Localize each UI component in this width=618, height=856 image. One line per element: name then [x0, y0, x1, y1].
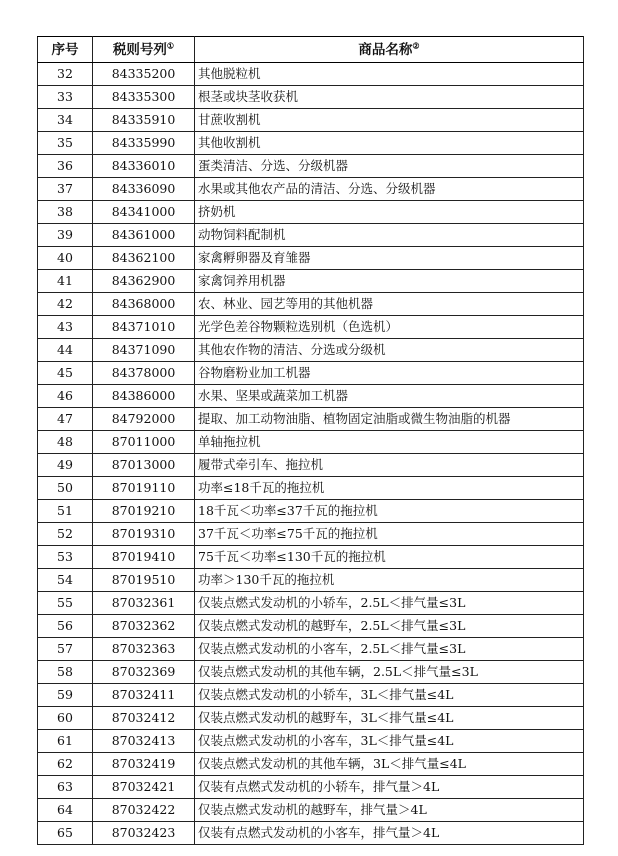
row-code-cell: 87011000	[93, 431, 195, 454]
table-row	[38, 546, 584, 569]
row-code-cell: 87032423	[93, 822, 195, 845]
row-seq-cell: 64	[38, 799, 93, 822]
row-name-cell: 水果或其他农产品的清洁、分选、分级机器	[195, 178, 584, 201]
row-name-cell: 18千瓦＜功率≤37千瓦的拖拉机	[195, 500, 584, 523]
row-name-cell: 仅装有点燃式发动机的小客车，排气量＞4L	[195, 822, 584, 845]
row-name-cell: 仅装点燃式发动机的越野车，2.5L＜排气量≤3L	[195, 615, 584, 638]
table-row	[38, 454, 584, 477]
row-seq-cell: 41	[38, 270, 93, 293]
row-name-cell: 功率≤18千瓦的拖拉机	[195, 477, 584, 500]
table-row	[38, 339, 584, 362]
row-name-cell: 履带式牵引车、拖拉机	[195, 454, 584, 477]
table-row	[38, 477, 584, 500]
table-row	[38, 316, 584, 339]
row-code-cell: 87032362	[93, 615, 195, 638]
row-name-cell: 功率＞130千瓦的拖拉机	[195, 569, 584, 592]
row-name-cell: 仅装点燃式发动机的其他车辆，2.5L＜排气量≤3L	[195, 661, 584, 684]
row-code-cell: 84362100	[93, 247, 195, 270]
row-name-cell: 谷物磨粉业加工机器	[195, 362, 584, 385]
row-seq-cell: 44	[38, 339, 93, 362]
header-name-label: 商品名称	[358, 41, 413, 58]
row-seq-cell: 40	[38, 247, 93, 270]
row-seq-cell: 33	[38, 86, 93, 109]
row-code-cell: 87032412	[93, 707, 195, 730]
row-code-cell: 87019310	[93, 523, 195, 546]
row-code-cell: 84361000	[93, 224, 195, 247]
row-name-cell: 仅装点燃式发动机的小客车，3L＜排气量≤4L	[195, 730, 584, 753]
row-code-cell: 87019410	[93, 546, 195, 569]
row-seq-cell: 43	[38, 316, 93, 339]
row-code-cell: 84362900	[93, 270, 195, 293]
table-row	[38, 224, 584, 247]
row-seq-cell: 61	[38, 730, 93, 753]
row-seq-cell: 59	[38, 684, 93, 707]
row-seq-cell: 57	[38, 638, 93, 661]
row-name-cell: 蛋类清洁、分选、分级机器	[195, 155, 584, 178]
table-row	[38, 132, 584, 155]
header-code-footnote: ①	[166, 40, 175, 50]
table-row	[38, 707, 584, 730]
table-row	[38, 523, 584, 546]
header-seq	[38, 37, 93, 63]
table-row	[38, 822, 584, 845]
row-seq-cell: 58	[38, 661, 93, 684]
header-code	[93, 37, 195, 63]
row-seq-cell: 46	[38, 385, 93, 408]
row-name-cell: 其他农作物的清洁、分选或分级机	[195, 339, 584, 362]
row-name-cell: 仅装点燃式发动机的小客车，2.5L＜排气量≤3L	[195, 638, 584, 661]
row-seq-cell: 35	[38, 132, 93, 155]
row-code-cell: 84335200	[93, 63, 195, 86]
row-name-cell: 仅装点燃式发动机的越野车，3L＜排气量≤4L	[195, 707, 584, 730]
row-code-cell: 84341000	[93, 201, 195, 224]
table-row	[38, 684, 584, 707]
row-name-cell: 挤奶机	[195, 201, 584, 224]
table-row	[38, 109, 584, 132]
row-code-cell: 84335300	[93, 86, 195, 109]
row-code-cell: 87019210	[93, 500, 195, 523]
row-seq-cell: 55	[38, 592, 93, 615]
table-row	[38, 362, 584, 385]
table-row	[38, 500, 584, 523]
row-code-cell: 87032361	[93, 592, 195, 615]
table-body	[38, 63, 584, 845]
row-seq-cell: 52	[38, 523, 93, 546]
row-name-cell: 仅装点燃式发动机的小轿车，2.5L＜排气量≤3L	[195, 592, 584, 615]
row-seq-cell: 51	[38, 500, 93, 523]
row-seq-cell: 37	[38, 178, 93, 201]
table-row	[38, 638, 584, 661]
table-row	[38, 178, 584, 201]
table-row	[38, 615, 584, 638]
table-row	[38, 592, 584, 615]
row-code-cell: 87032422	[93, 799, 195, 822]
table-row	[38, 270, 584, 293]
row-name-cell: 家禽孵卵器及育雏器	[195, 247, 584, 270]
table-row	[38, 799, 584, 822]
row-seq-cell: 45	[38, 362, 93, 385]
row-name-cell: 仅装有点燃式发动机的小轿车，排气量＞4L	[195, 776, 584, 799]
row-code-cell: 84336090	[93, 178, 195, 201]
row-name-cell: 家禽饲养用机器	[195, 270, 584, 293]
row-code-cell: 87032369	[93, 661, 195, 684]
row-seq-cell: 48	[38, 431, 93, 454]
row-name-cell: 动物饲料配制机	[195, 224, 584, 247]
table-row	[38, 661, 584, 684]
table-row	[38, 201, 584, 224]
row-name-cell: 提取、加工动物油脂、植物固定油脂或微生物油脂的机器	[195, 408, 584, 431]
table-row	[38, 753, 584, 776]
row-name-cell: 仅装点燃式发动机的越野车，排气量＞4L	[195, 799, 584, 822]
row-seq-cell: 63	[38, 776, 93, 799]
row-seq-cell: 60	[38, 707, 93, 730]
row-name-cell: 75千瓦＜功率≤130千瓦的拖拉机	[195, 546, 584, 569]
row-code-cell: 87032419	[93, 753, 195, 776]
table-row	[38, 293, 584, 316]
header-code-label: 税则号列	[112, 41, 167, 58]
header-name	[195, 37, 584, 63]
row-code-cell: 87032411	[93, 684, 195, 707]
table-row	[38, 63, 584, 86]
table-row	[38, 155, 584, 178]
row-code-cell: 87032413	[93, 730, 195, 753]
row-seq-cell: 56	[38, 615, 93, 638]
table-row	[38, 86, 584, 109]
table-row	[38, 408, 584, 431]
row-code-cell: 87032363	[93, 638, 195, 661]
row-code-cell: 84368000	[93, 293, 195, 316]
row-seq-cell: 53	[38, 546, 93, 569]
row-seq-cell: 32	[38, 63, 93, 86]
table-row	[38, 247, 584, 270]
header-name-footnote: ②	[412, 40, 420, 50]
row-seq-cell: 39	[38, 224, 93, 247]
table-row	[38, 569, 584, 592]
row-name-cell: 仅装点燃式发动机的其他车辆，3L＜排气量≤4L	[195, 753, 584, 776]
row-seq-cell: 65	[38, 822, 93, 845]
header-seq-label: 序号	[51, 41, 79, 58]
table-row	[38, 776, 584, 799]
row-name-cell: 37千瓦＜功率≤75千瓦的拖拉机	[195, 523, 584, 546]
row-name-cell: 单轴拖拉机	[195, 431, 584, 454]
row-name-cell: 其他收割机	[195, 132, 584, 155]
header-row	[38, 37, 584, 63]
row-code-cell: 87019510	[93, 569, 195, 592]
row-code-cell: 84371010	[93, 316, 195, 339]
table-row	[38, 431, 584, 454]
row-seq-cell: 36	[38, 155, 93, 178]
tariff-table	[37, 36, 584, 845]
row-seq-cell: 47	[38, 408, 93, 431]
row-name-cell: 根茎或块茎收获机	[195, 86, 584, 109]
row-seq-cell: 50	[38, 477, 93, 500]
row-seq-cell: 34	[38, 109, 93, 132]
row-name-cell: 水果、坚果或蔬菜加工机器	[195, 385, 584, 408]
row-name-cell: 农、林业、园艺等用的其他机器	[195, 293, 584, 316]
row-name-cell: 甘蔗收割机	[195, 109, 584, 132]
row-code-cell: 87013000	[93, 454, 195, 477]
row-code-cell: 84335910	[93, 109, 195, 132]
row-name-cell: 光学色差谷物颗粒选别机（色选机）	[195, 316, 584, 339]
row-code-cell: 84792000	[93, 408, 195, 431]
row-seq-cell: 49	[38, 454, 93, 477]
row-code-cell: 84336010	[93, 155, 195, 178]
row-name-cell: 其他脱粒机	[195, 63, 584, 86]
row-code-cell: 84335990	[93, 132, 195, 155]
row-code-cell: 87019110	[93, 477, 195, 500]
row-code-cell: 84371090	[93, 339, 195, 362]
row-code-cell: 84386000	[93, 385, 195, 408]
row-seq-cell: 38	[38, 201, 93, 224]
row-seq-cell: 62	[38, 753, 93, 776]
row-code-cell: 84378000	[93, 362, 195, 385]
table-row	[38, 385, 584, 408]
table-row	[38, 730, 584, 753]
row-code-cell: 87032421	[93, 776, 195, 799]
row-seq-cell: 54	[38, 569, 93, 592]
row-seq-cell: 42	[38, 293, 93, 316]
table-header	[38, 37, 584, 63]
row-name-cell: 仅装点燃式发动机的小轿车，3L＜排气量≤4L	[195, 684, 584, 707]
